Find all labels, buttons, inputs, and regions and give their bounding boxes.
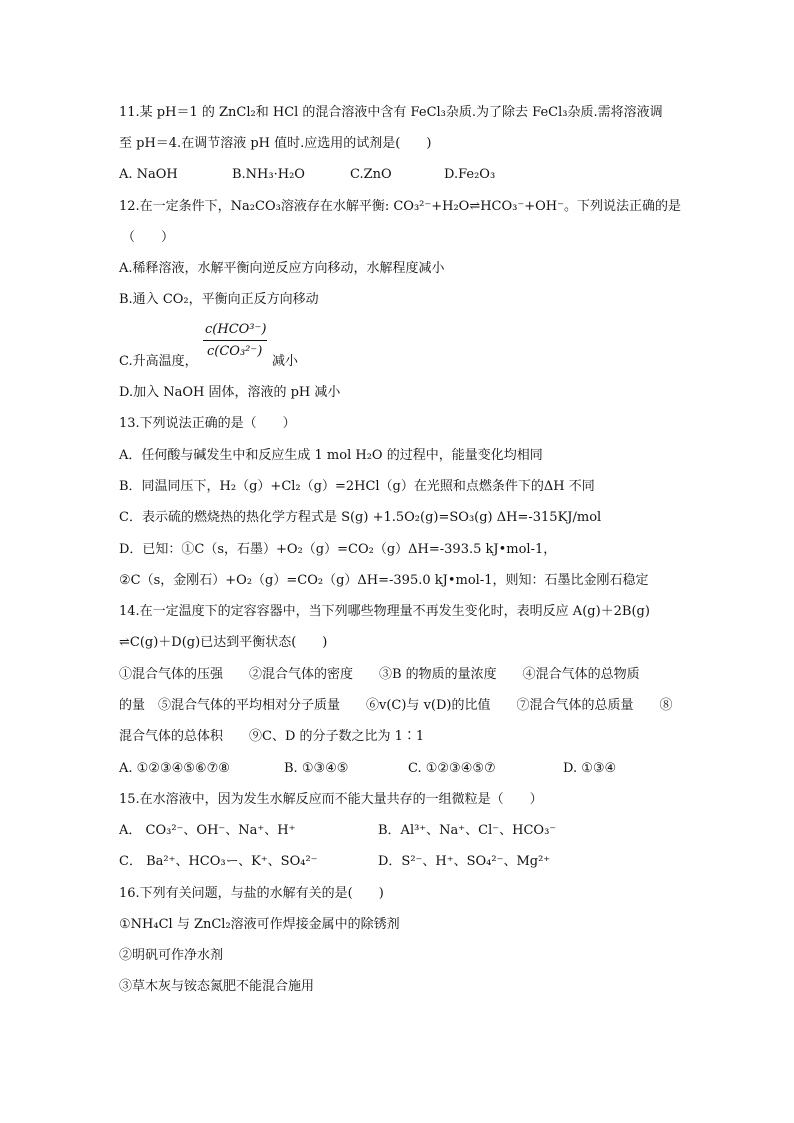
q11-stem-line2: 至 pH＝4.在调节溶液 pH 值时.应选用的试剂是( ) <box>119 136 432 151</box>
q12-option-c-suffix: 减小 <box>272 354 299 369</box>
q12-stem-line2: （ ） <box>122 230 175 245</box>
q12-stem-line1: 12.在一定条件下，Na₂CO₃溶液存在水解平衡: CO₃²⁻+H₂O⇌HCO₃⁻+OH⁻。下列说法正确的是 <box>119 199 681 214</box>
q15-option-d: D．S²⁻、H⁺、SO₄²⁻、Mg²⁺ <box>378 854 551 869</box>
q13-option-c: C．表示硫的燃烧热的热化学方程式是 S(g) +1.5O₂(g)=SO₃(g) ΔH=-315KJ/mol <box>119 510 602 525</box>
q11-stem-line1: 11.某 pH＝1 的 ZnCl₂和 HCl 的混合溶液中含有 FeCl₃杂质.为了除去 FeCl₃杂质.需将溶液调 <box>119 105 663 120</box>
q12-option-d: D.加入 NaOH 固体，溶液的 pH 减小 <box>119 385 341 400</box>
q12-option-c-prefix: C.升高温度， <box>119 354 198 369</box>
q14-option-c: C. ①②③④⑤⑦ <box>408 761 496 776</box>
q14-option-d: D. ①③④ <box>563 761 617 776</box>
q16-item-2: ②明矾可作净水剂 <box>119 948 224 963</box>
fraction-bar <box>203 340 267 341</box>
q14-stem-line1: 14.在一定温度下的定容容器中，当下列哪些物理量不再发生变化时，表明反应 A(g)＋2B(g) <box>119 604 650 619</box>
q12-option-b: B.通入 CO₂，平衡向正反方向移动 <box>119 292 319 307</box>
q13-option-b: B．同温同压下，H₂（g）+Cl₂（g）=2HCl（g）在光照和点燃条件下的ΔH 不同 <box>119 479 595 494</box>
q14-stem-line2: ⇌C(g)＋D(g)已达到平衡状态( ) <box>119 635 328 650</box>
q15-option-c: C． Ba²⁺、HCO₃ー、K⁺、SO₄²⁻ <box>119 854 318 869</box>
q15-stem: 15.在水溶液中，因为发生水解反应而不能大量共存的一组微粒是（ ） <box>119 792 543 807</box>
q14-option-b: B. ①③④⑤ <box>284 761 349 776</box>
q12-option-a: A.稀释溶液，水解平衡向逆反应方向移动，水解程度减小 <box>119 261 445 276</box>
q16-item-1: ①NH₄Cl 与 ZnCl₂溶液可作焊接金属中的除锈剂 <box>119 917 400 932</box>
q13-stem: 13.下列说法正确的是（ ） <box>119 416 296 431</box>
q14-items-line1: ①混合气体的压强 ②混合气体的密度 ③B 的物质的量浓度 ④混合气体的总物质 <box>119 667 640 682</box>
q13-option-a: A．任何酸与碱发生中和反应生成 1 mol H₂O 的过程中，能量变化均相同 <box>119 448 543 463</box>
q12-option-c-fraction <box>203 322 269 364</box>
q14-items-line2: 的量 ⑤混合气体的平均相对分子质量 ⑥v(C)与 v(D)的比值 ⑦混合气体的总质量 ⑧ <box>119 698 673 713</box>
q13-option-d-line2: ②C（s，金刚石）+O₂（g）=CO₂（g）ΔH=-395.0 kJ•mol-1，则知：石墨比金刚石稳定 <box>119 573 649 588</box>
q11-option-a: A. NaOH <box>119 167 178 182</box>
q15-option-b: B．Al³⁺、Na⁺、Cl⁻、HCO₃⁻ <box>378 823 557 838</box>
q11-option-c: C.ZnO <box>350 167 392 182</box>
fraction-denominator: c(CO₃²⁻) <box>207 344 263 359</box>
q15-option-a: A． CO₃²⁻、OH⁻、Na⁺、H⁺ <box>119 823 296 838</box>
q14-option-a: A. ①②③④⑤⑥⑦⑧ <box>119 761 230 776</box>
q13-option-d-line1: D．已知：①C（s，石墨）+O₂（g）=CO₂（g）ΔH=-393.5 kJ•mol-1， <box>119 542 557 557</box>
fraction-numerator: c(HCO³⁻) <box>205 322 267 337</box>
q11-option-d: D.Fe₂O₃ <box>444 167 496 182</box>
q16-stem: 16.下列有关问题，与盐的水解有关的是( ) <box>119 886 384 901</box>
q14-items-line3: 混合气体的总体积 ⑨C、D 的分子数之比为 1∶1 <box>119 729 425 744</box>
q11-option-b: B.NH₃·H₂O <box>232 167 305 182</box>
q16-item-3: ③草木灰与铵态氮肥不能混合施用 <box>119 979 315 994</box>
